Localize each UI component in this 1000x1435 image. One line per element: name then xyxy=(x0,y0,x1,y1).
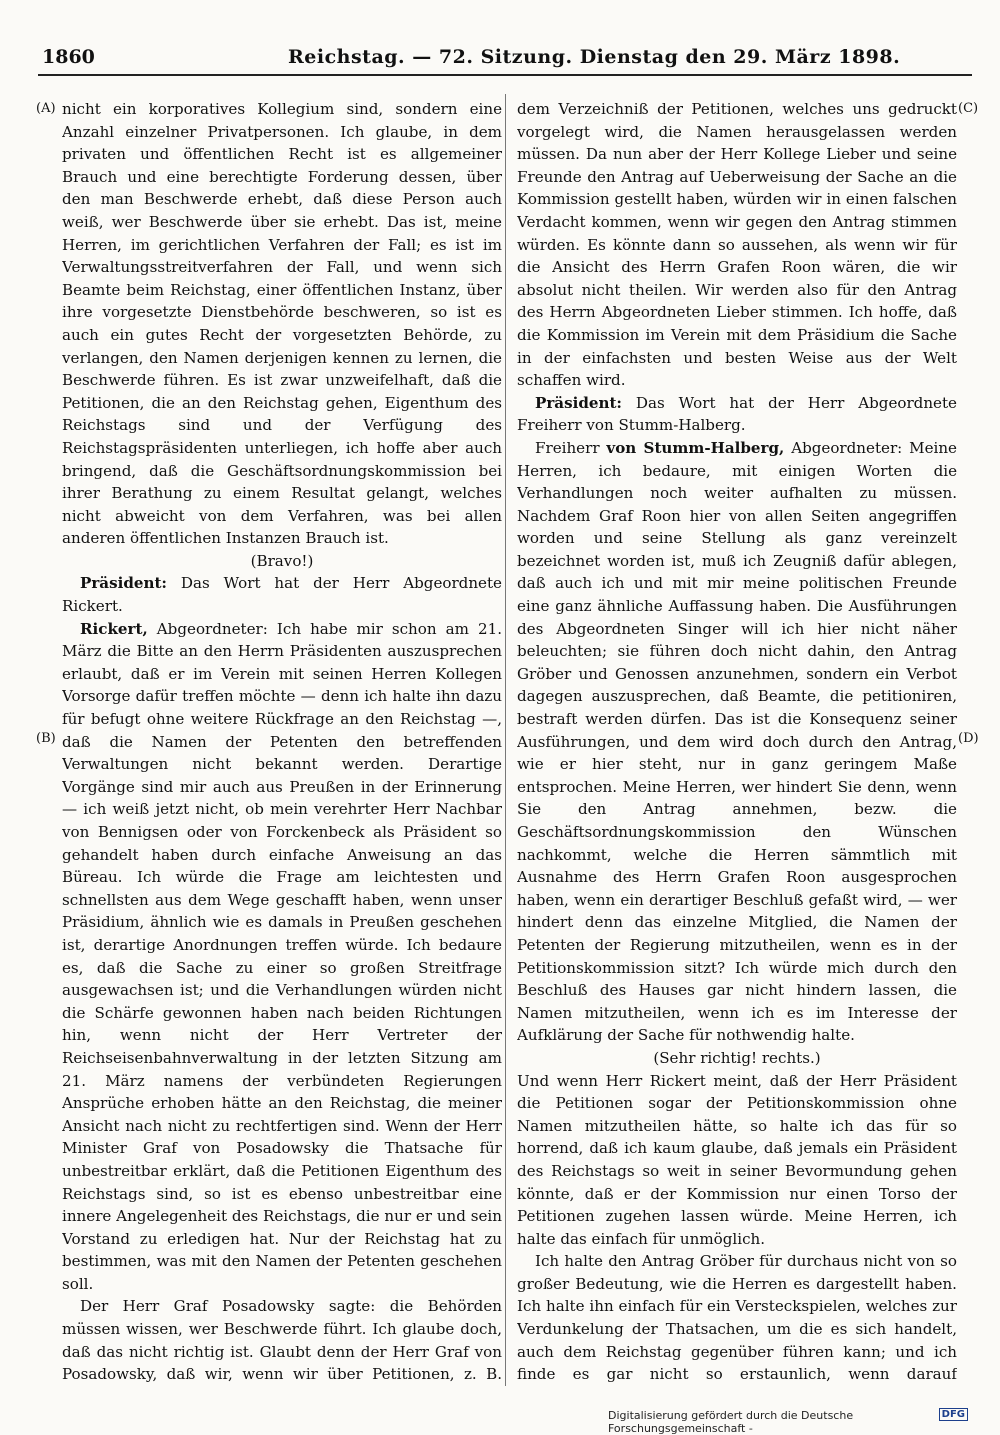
paragraph: dem Verzeichniß der Petitionen, welches uns gedruckt vorgelegt wird, die Namen herausgelassen werden müssen. Da nun aber der Herr Kollege Lieber und seine Freunde den Antrag auf Ueberweisung der Sache an die Kommission gestellt haben, würden wir in einen falschen Verdacht kommen, wenn wir gegen den Antrag stimmen würden. Es könnte dann so aussehen, als wenn wir für die Ansicht des Herrn Grafen Roon wären, die wir absolut nicht theilen. Wir werden also für den Antrag des Herrn Abgeordneten Lieber stimmen. Ich hoffe, daß die Kommission im Verein mit dem Präsidium die Sache in der einfachsten und besten Weise aus der Welt schaffen wird. xyxy=(517,100,957,390)
speaker-name: Präsident: xyxy=(535,393,622,412)
speaker-name: Rickert, xyxy=(80,619,148,638)
paragraph: Und wenn Herr Rickert meint, daß der Herr Präsident die Petitionen sogar der Petitionskommission ohne Namen mitzutheilen hätte, so halte ich das für so horrend, daß ich kaum glaube, daß jemals ein Präsident des Reichstags so weit in seiner Bevormundung gehen könnte, daß er der Kommission nur einen Torso der Petitionen zugehen lassen würde. Meine Herren, ich halte das einfach für unmöglich. xyxy=(517,1071,957,1248)
speech-paragraph xyxy=(62,572,502,617)
speaker-name: Präsident: xyxy=(80,574,167,593)
speech-text: Das Wort hat der Herr Abgeordnete Rickert. xyxy=(62,574,502,616)
margin-marker-a: (A) xyxy=(36,101,56,116)
left-column xyxy=(62,98,502,1388)
speech-text: Das Wort hat der Herr Abgeordnete Freiherr von Stumm-Halberg. xyxy=(517,393,957,435)
speech-paragraph xyxy=(517,392,957,437)
speech-paragraph xyxy=(517,437,957,1047)
speaker-name: von Stumm-Halberg, xyxy=(606,438,785,457)
margin-marker-c: (C) xyxy=(958,101,979,116)
interjection: (Sehr richtig! rechts.) xyxy=(653,1048,821,1067)
speech-text: Abgeordneter: Ich habe mir schon am 21. März die Bitte an den Herrn Präsidenten auszusprechen erlaubt, daß er im Verein mit seinen Herren Kollegen Vorsorge dafür treffen möchte — denn ich halte ihn dazu für befugt ohne weitere Rückfrage an den Reichstag —, daß die Namen der Petenten den betreffenden Verwaltungen nicht bekannt werden. Derartige Vorgänge sind mir auch aus Preußen in der Erinnerung — ich weiß jetzt nicht, ob mein verehrter Herr Nachbar von Bennigsen oder von Forckenbeck als Präsident so gehandelt haben durch einfache Anweisung an das Büreau. Ich würde die Frage am leichtesten und schnellsten aus dem Wege geschafft haben, wenn unser Präsidium, ähnlich wie es damals in Preußen geschehen ist, derartige Anordnungen treffen würde. Ich bedaure es, daß die Sache zu einer so großen Streitfrage ausgewachsen ist; und die Verhandlungen würden nicht die Schärfe gewonnen haben nach beiden Richtungen hin, wenn nicht der Herr Vertreter der Reichseisenbahnverwaltung in der letzten Sitzung am 21. März namens der verbündeten Regierungen Ansprüche erhoben hätte an den Reichstag, die meiner Ansicht nach nicht zu rechtfertigen sind. Wenn der Herr Minister Graf von Posadowsky die Thatsache für unbestreitbar erklärt, daß die Petitionen Eigenthum des Reichstags sind, so ist es ebenso unbestreitbar eine innere Angelegenheit des Reichstags, die nur er und sein Vorstand zu erledigen hat. Nur der Reichstag hat zu bestimmen, was mit den Namen der Petenten geschehen soll. xyxy=(62,619,502,1293)
paragraph: Ich halte den Antrag Gröber für durchaus nicht von so großer Bedeutung, wie die Herren es dargestellt haben. Ich halte ihn einfach für ein Versteckspielen, welches zur Verdunkelung der Thatsachen, um die es sich handelt, auch dem Reichstag gegenüber führen kann; und ich finde es gar nicht so erstaunlich, wenn darauf xyxy=(517,1252,957,1384)
paragraph: nicht ein korporatives Kollegium sind, sondern eine Anzahl einzelner Privatpersonen. Ich glaube, in dem privaten und öffentlichen Recht ist es allgemeiner Brauch und eine berechtigte Forderung dessen, über den man Beschwerde erhebt, daß diese Person auch weiß, wer Beschwerde über sie erhebt. Das ist, meine Herren, im gerichtlichen Verfahren der Fall; es ist im Verwaltungsstreitverfahren der Fall, und wenn sich Beamte beim Reichstag, einer öffentlichen Instanz, über ihre vorgesetzte Dienstbehörde beschweren, so ist es auch ein gutes Recht der vorgesetzten Behörde, zu verlangen, den Namen derjenigen kennen zu lernen, die Beschwerde führen. Es ist zwar unzweifelhaft, daß die Petitionen, die an den Reichstag gehen, Eigenthum des Reichstags sind und der Verfügung des Reichstagspräsidenten unterliegen, ich hoffe aber auch bringend, daß die Geschäftsordnungskommission bei ihrer Berathung zu einem Resultat gelangt, welches nicht abweicht von dem Verfahren, was bei allen anderen öffentlichen Instanzen Brauch ist. xyxy=(62,100,502,548)
dfg-logo: DFG xyxy=(939,1408,968,1421)
column-divider xyxy=(505,94,506,1386)
margin-marker-b: (B) xyxy=(36,731,56,746)
page-header xyxy=(38,44,972,76)
speaker-title: Freiherr xyxy=(535,438,600,457)
running-head: Reichstag. — 72. Sitzung. Dienstag den 29. März 1898. xyxy=(288,46,901,68)
paragraph: Der Herr Graf Posadowsky sagte: die Behörden müssen wissen, wer Beschwerde führt. Ich glaube doch, daß das nicht richtig ist. Glaubt denn der Herr Graf von Posadowsky, daß wir, wenn wir über Petitionen, z. B. xyxy=(62,1297,502,1384)
digitization-footer xyxy=(608,1408,968,1435)
page-number: 1860 xyxy=(42,46,95,68)
interjection: (Bravo!) xyxy=(250,551,314,570)
speech-paragraph xyxy=(62,618,502,1296)
right-column xyxy=(517,98,957,1388)
speech-text: Abgeordneter: Meine Herren, ich bedaure, mit einigen Worten die Verhandlungen noch weiter aufhalten zu müssen. Nachdem Graf Roon hier von allen Seiten angegriffen worden und seine Stellung als ganz vereinzelt bezeichnet worden ist, muß ich Zeugniß dafür ablegen, daß auch ich und mit mir meine politischen Freunde eine ganz ähnliche Auffassung haben. Die Ausführungen des Abgeordneten Singer will ich hier nicht näher beleuchten; sie führen doch nicht dahin, den Antrag Gröber und Genossen anzunehmen, sondern ein Verbot dagegen auszusprechen, daß Beamte, die petitioniren, bestraft werden dürfen. Das ist die Konsequenz seiner Ausführungen, und dem wird doch durch den Antrag, wie er hier steht, nur in ganz geringem Maße entsprochen. Meine Herren, wer hindert Sie denn, wenn Sie den Antrag annehmen, bezw. die Geschäftsordnungskommission den Wünschen nachkommt, welche die Herren sämmtlich mit Ausnahme des Herrn Grafen Roon ausgesprochen haben, wenn ein derartiger Beschluß gefaßt wird, — wer hindert denn das einzelne Mitglied, die Namen der Petenten der Regierung mitzutheilen, wenn es in der Petitionskommission sitzt? Ich würde mich durch den Beschluß des Hauses gar nicht hindern lassen, die Namen mitzutheilen, wenn ich es im Interesse der Aufklärung der Sache für nothwendig halte. xyxy=(517,438,957,1045)
footer-text: Digitalisierung gefördert durch die Deutsche Forschungsgemeinschaft - xyxy=(608,1409,854,1435)
margin-marker-d: (D) xyxy=(958,731,979,746)
